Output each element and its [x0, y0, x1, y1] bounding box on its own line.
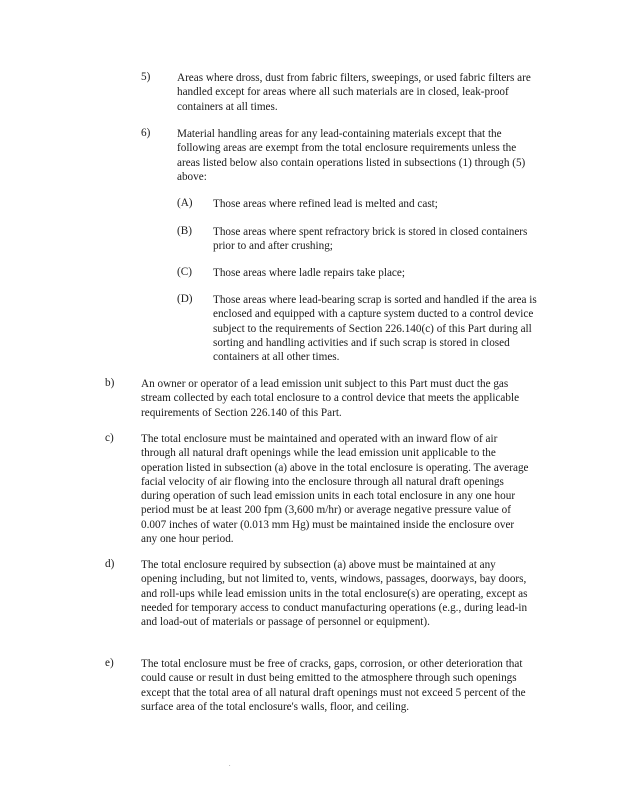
sub-item-label: (C): [177, 266, 192, 278]
sub-item-text: Those areas where lead-bearing scrap is sorted and handled if the area is enclosed and equipped with a capture system ducted to a control device subject to the requirements of Section 226.140(c) of this Part during all sorting and handling activities and if such scrap is stored in closed containers at all other times.: [213, 294, 537, 364]
section-text: The total enclosure required by subsection (a) above must be maintained at any opening including, but not limited to, vents, windows, passages, doorways, bay doors, and roll-ups while lead emission units in the total enclosure(s) are operating, except as needed for temporary access to conduct manufacturing operations (e.g., during lead-in and load-out of materials or passage of personnel or equipment).: [141, 559, 528, 629]
sub-item-text: Those areas where ladle repairs take place;: [213, 267, 405, 279]
section-label: e): [105, 657, 114, 669]
sub-item-text: Those areas where spent refractory brick is stored in closed containers prior to and after crushing;: [213, 226, 528, 253]
page-mark: .: [229, 762, 231, 768]
section-label: b): [105, 377, 115, 389]
sub-item-text: Those areas where refined lead is melted and cast;: [213, 198, 438, 210]
item-label: 5): [141, 71, 151, 83]
item-text: Areas where dross, dust from fabric filters, sweepings, or used fabric filters are handled except for areas where all such materials are in closed, leak-proof containers at all times.: [177, 72, 531, 113]
item-text: Material handling areas for any lead-containing materials except that the following areas are exempt from the total enclosure requirements unless the areas listed below also contain operations listed in subsections (1) through (5) above:: [177, 128, 526, 183]
sub-item-label: (B): [177, 225, 192, 237]
section-label: d): [105, 558, 115, 570]
sub-item-label: (A): [177, 197, 193, 209]
section-text: The total enclosure must be free of cracks, gaps, corrosion, or other deterioration that could cause or result in dust being emitted to the atmosphere through such openings except that the total area of all natural draft openings must not exceed 5 percent of the surface area of the total enclosure's walls, floor, and ceiling.: [141, 658, 526, 713]
section-text: An owner or operator of a lead emission unit subject to this Part must duct the gas stream collected by each total enclosure to a control device that meets the applicable requirements of Section 226.140 of this Part.: [141, 378, 520, 419]
sub-item-label: (D): [177, 293, 193, 305]
section-label: c): [105, 432, 114, 444]
item-label: 6): [141, 127, 151, 139]
section-text: The total enclosure must be maintained and operated with an inward flow of air through all natural draft openings while the lead emission unit applicable to the operation listed in subsection (a) above in the total enclosure is operating. The average facial velocity of air flowing into the enclosure through all natural draft openings during operation of such lead emission units in each total enclosure in any one hour period must be at least 200 fpm (3,600 m/hr) or average negative pressure value of 0.007 inches of water (0.013 mm Hg) must be maintained inside the enclosure over any one hour period.: [141, 433, 529, 546]
